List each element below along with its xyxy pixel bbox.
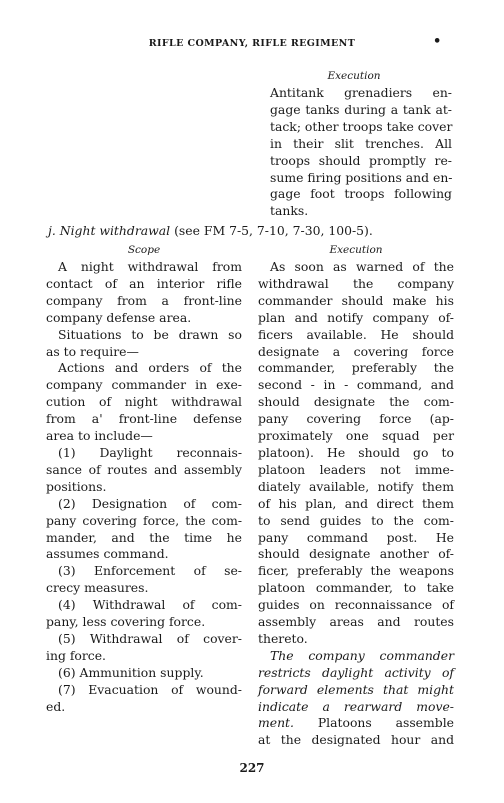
- text-line: area to include—: [46, 428, 153, 444]
- text-line: withdrawal the company: [258, 275, 454, 291]
- text-line: ing force.: [46, 647, 106, 663]
- section-heading: [48, 223, 373, 238]
- text-line: gage foot troops following: [270, 186, 452, 202]
- scope-text: [46, 259, 242, 715]
- text-line: ficer, preferably the weapons: [258, 563, 454, 579]
- text-line: (1) Daylight reconnais-: [58, 444, 242, 460]
- text-line: company from a front-line: [46, 292, 242, 308]
- text-line: platoon). He should go to: [258, 444, 454, 460]
- text-line: [258, 715, 454, 732]
- text-line: sume firing positions and en-: [270, 169, 453, 185]
- top-execution-text: [270, 85, 452, 220]
- text-line: (2) Designation of com-: [58, 495, 242, 511]
- text-line: commander, preferably the: [258, 360, 454, 376]
- text-line: (6) Ammunition supply.: [58, 664, 204, 680]
- scope-title: Scope: [127, 244, 161, 256]
- execution-text: [258, 259, 454, 749]
- text-line: ed.: [46, 698, 66, 714]
- text-line: commander should make his: [258, 292, 454, 308]
- text-line: The company commander: [270, 647, 454, 663]
- text-line: (3) Enforcement of se-: [58, 563, 242, 579]
- text-line: tanks.: [270, 203, 309, 219]
- page-number: 227: [239, 761, 265, 775]
- text-line: in their slit trenches. All: [270, 135, 452, 151]
- text-line: diately available, notify them: [258, 478, 454, 494]
- text-line: platoon leaders not imme-: [258, 461, 454, 477]
- text-line: indicate a rearward move-: [258, 698, 454, 714]
- text-line: guides on reconnaissance of: [258, 597, 454, 613]
- text-line: pany covering force, the com-: [46, 512, 242, 528]
- execution-title: Execution: [329, 244, 383, 256]
- text-line: platoon commander, to take: [258, 580, 454, 596]
- text-line: pany, less covering force.: [46, 614, 206, 630]
- text-line: cution of night withdrawal: [46, 394, 242, 410]
- text-span: ment.: [258, 715, 294, 731]
- text-line: pany command post. He: [258, 529, 454, 545]
- text-line: troops should promptly re-: [270, 152, 452, 168]
- text-line: should designate another of-: [258, 546, 454, 562]
- section-title: Night withdrawal: [59, 223, 171, 238]
- text-line: (5) Withdrawal of cover-: [58, 630, 242, 646]
- text-line: company commander in exe-: [46, 377, 242, 393]
- text-line: as to require—: [46, 343, 139, 359]
- text-line: assembly areas and routes: [258, 614, 454, 630]
- text-line: plan and notify company of-: [258, 309, 454, 325]
- text-line: (7) Evacuation of wound-: [58, 681, 242, 697]
- text-line: positions.: [46, 478, 107, 494]
- text-line: forward elements that might: [258, 681, 454, 697]
- text-line: to send guides to the com-: [258, 512, 454, 528]
- top-execution-title: Execution: [327, 70, 381, 82]
- text-line: company defense area.: [46, 309, 192, 325]
- text-line: crecy measures.: [46, 580, 149, 596]
- text-line: thereto.: [258, 630, 308, 646]
- text-line: ficers available. He should: [258, 326, 454, 342]
- text-line: sance of routes and assembly: [46, 461, 242, 477]
- text-line: should designate the com-: [258, 394, 454, 410]
- text-line: A night withdrawal from: [58, 259, 242, 274]
- running-head: RIFLE COMPANY, RIFLE REGIMENT: [148, 38, 356, 49]
- text-line: proximately one squad per: [258, 428, 454, 444]
- text-line: Situations to be drawn so: [58, 326, 242, 342]
- text-line: Actions and orders of the: [58, 360, 242, 376]
- text-span: Platoons assemble: [317, 715, 454, 731]
- text-line: mander, and the time he: [46, 529, 242, 545]
- text-line: tack; other troops take cover: [270, 118, 453, 134]
- section-label: j.: [48, 223, 56, 238]
- text-line: As soon as warned of the: [270, 259, 454, 274]
- text-line: second - in - command, and: [258, 377, 454, 393]
- text-line: assumes command.: [46, 546, 169, 562]
- text-line: at the designated hour and: [258, 732, 454, 748]
- text-line: Antitank grenadiers en-: [270, 85, 452, 100]
- text-line: (4) Withdrawal of com-: [58, 597, 242, 613]
- text-line: designate a covering force: [258, 343, 454, 359]
- text-line: of his plan, and direct them: [258, 495, 454, 511]
- section-reference: (see FM 7-5, 7-10, 7-30, 100-5).: [174, 223, 373, 238]
- text-line: pany covering force (ap-: [258, 411, 454, 427]
- text-line: from a' front-line defense: [46, 411, 242, 427]
- header-mark: •: [433, 34, 442, 49]
- text-line: restricts daylight activity of: [258, 664, 454, 680]
- text-line: gage tanks during a tank at-: [270, 101, 452, 117]
- text-line: contact of an interior rifle: [46, 275, 242, 291]
